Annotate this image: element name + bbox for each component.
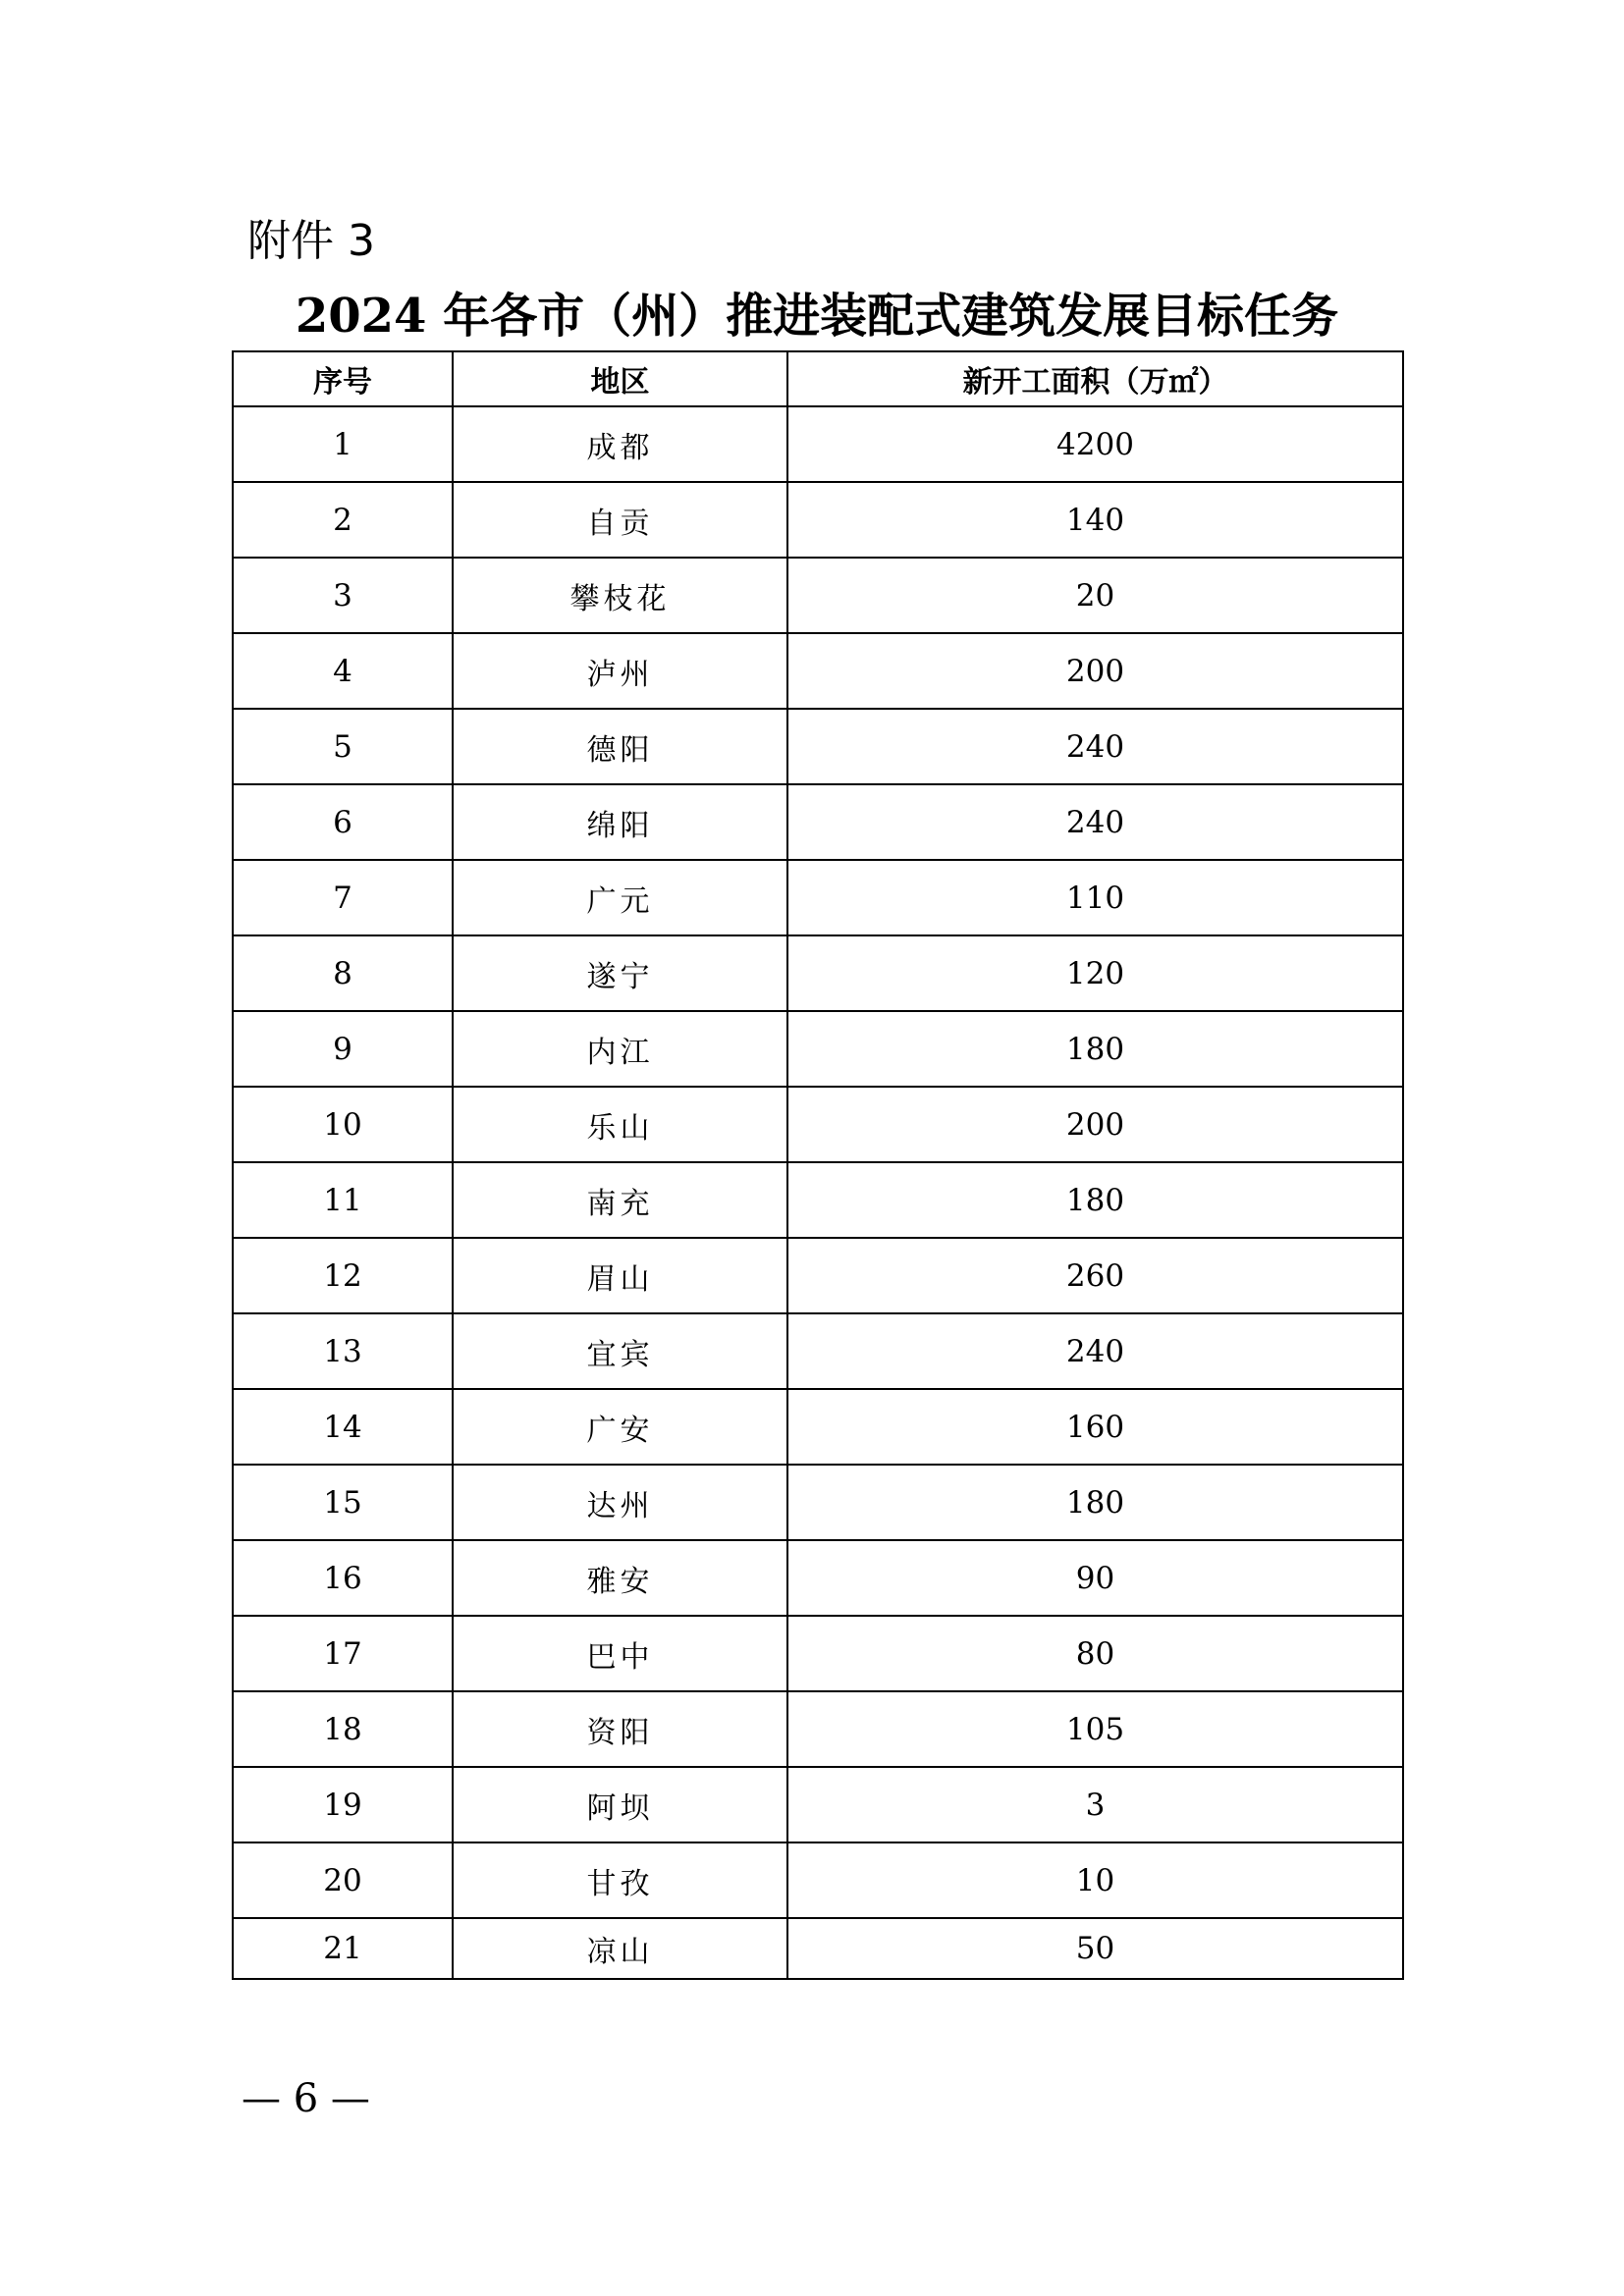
- target-table: [232, 350, 1404, 1980]
- row-area: 50: [787, 1918, 1403, 1979]
- row-area: 105: [787, 1691, 1403, 1767]
- page-number: — 6 —: [242, 2076, 370, 2121]
- row-area: 180: [787, 1011, 1403, 1087]
- row-area: 240: [787, 784, 1403, 860]
- row-region: 甘孜: [453, 1842, 787, 1918]
- row-index: 11: [233, 1162, 453, 1238]
- row-region: 内江: [453, 1011, 787, 1087]
- row-index: 5: [233, 709, 453, 784]
- row-region: 达州: [453, 1465, 787, 1540]
- table-row: [233, 935, 1403, 1011]
- table-row: [233, 1162, 1403, 1238]
- row-region: 眉山: [453, 1238, 787, 1313]
- row-area: 240: [787, 1313, 1403, 1389]
- row-region: 雅安: [453, 1540, 787, 1616]
- table-row: [233, 1238, 1403, 1313]
- table-row: [233, 1616, 1403, 1691]
- row-region: 攀枝花: [453, 558, 787, 633]
- row-region: 绵阳: [453, 784, 787, 860]
- row-index: 21: [233, 1918, 453, 1979]
- row-area: 180: [787, 1465, 1403, 1540]
- row-index: 7: [233, 860, 453, 935]
- row-area: 4200: [787, 406, 1403, 482]
- row-region: 广安: [453, 1389, 787, 1465]
- table-row: [233, 1767, 1403, 1842]
- table-row: [233, 1389, 1403, 1465]
- row-area: 200: [787, 633, 1403, 709]
- row-area: 200: [787, 1087, 1403, 1162]
- row-area: 160: [787, 1389, 1403, 1465]
- row-area: 20: [787, 558, 1403, 633]
- row-area: 260: [787, 1238, 1403, 1313]
- row-area: 10: [787, 1842, 1403, 1918]
- table-row: [233, 1842, 1403, 1918]
- table-row: [233, 1011, 1403, 1087]
- row-area: 80: [787, 1616, 1403, 1691]
- table-row: [233, 709, 1403, 784]
- row-area: 90: [787, 1540, 1403, 1616]
- row-region: 资阳: [453, 1691, 787, 1767]
- row-region: 广元: [453, 860, 787, 935]
- header-region: 地区: [453, 351, 787, 406]
- row-area: 240: [787, 709, 1403, 784]
- row-region: 巴中: [453, 1616, 787, 1691]
- table-row: [233, 482, 1403, 558]
- row-region: 宜宾: [453, 1313, 787, 1389]
- row-index: 13: [233, 1313, 453, 1389]
- row-index: 2: [233, 482, 453, 558]
- row-index: 19: [233, 1767, 453, 1842]
- header-area: 新开工面积（万㎡）: [787, 351, 1403, 406]
- row-area: 3: [787, 1767, 1403, 1842]
- row-index: 9: [233, 1011, 453, 1087]
- row-region: 成都: [453, 406, 787, 482]
- table-row: [233, 558, 1403, 633]
- table-row: [233, 784, 1403, 860]
- row-area: 140: [787, 482, 1403, 558]
- row-region: 凉山: [453, 1918, 787, 1979]
- table-row: [233, 1087, 1403, 1162]
- row-index: 20: [233, 1842, 453, 1918]
- table-row: [233, 860, 1403, 935]
- row-area: 180: [787, 1162, 1403, 1238]
- row-index: 4: [233, 633, 453, 709]
- row-index: 3: [233, 558, 453, 633]
- table-row: [233, 406, 1403, 482]
- row-region: 南充: [453, 1162, 787, 1238]
- row-index: 16: [233, 1540, 453, 1616]
- row-index: 15: [233, 1465, 453, 1540]
- table-row: [233, 1465, 1403, 1540]
- row-region: 乐山: [453, 1087, 787, 1162]
- header-index: 序号: [233, 351, 453, 406]
- row-region: 阿坝: [453, 1767, 787, 1842]
- table-row: [233, 1918, 1403, 1979]
- table-row: [233, 1313, 1403, 1389]
- row-index: 18: [233, 1691, 453, 1767]
- row-index: 12: [233, 1238, 453, 1313]
- row-area: 120: [787, 935, 1403, 1011]
- row-index: 14: [233, 1389, 453, 1465]
- table-header-row: [233, 351, 1403, 406]
- row-index: 17: [233, 1616, 453, 1691]
- document-title: 2024 年各市（州）推进装配式建筑发展目标任务: [295, 289, 1339, 344]
- table-row: [233, 1540, 1403, 1616]
- row-index: 10: [233, 1087, 453, 1162]
- row-region: 德阳: [453, 709, 787, 784]
- table-row: [233, 1691, 1403, 1767]
- row-region: 自贡: [453, 482, 787, 558]
- row-index: 1: [233, 406, 453, 482]
- row-index: 8: [233, 935, 453, 1011]
- table-row: [233, 633, 1403, 709]
- row-area: 110: [787, 860, 1403, 935]
- row-index: 6: [233, 784, 453, 860]
- attachment-label: 附件 3: [247, 216, 375, 266]
- row-region: 遂宁: [453, 935, 787, 1011]
- row-region: 泸州: [453, 633, 787, 709]
